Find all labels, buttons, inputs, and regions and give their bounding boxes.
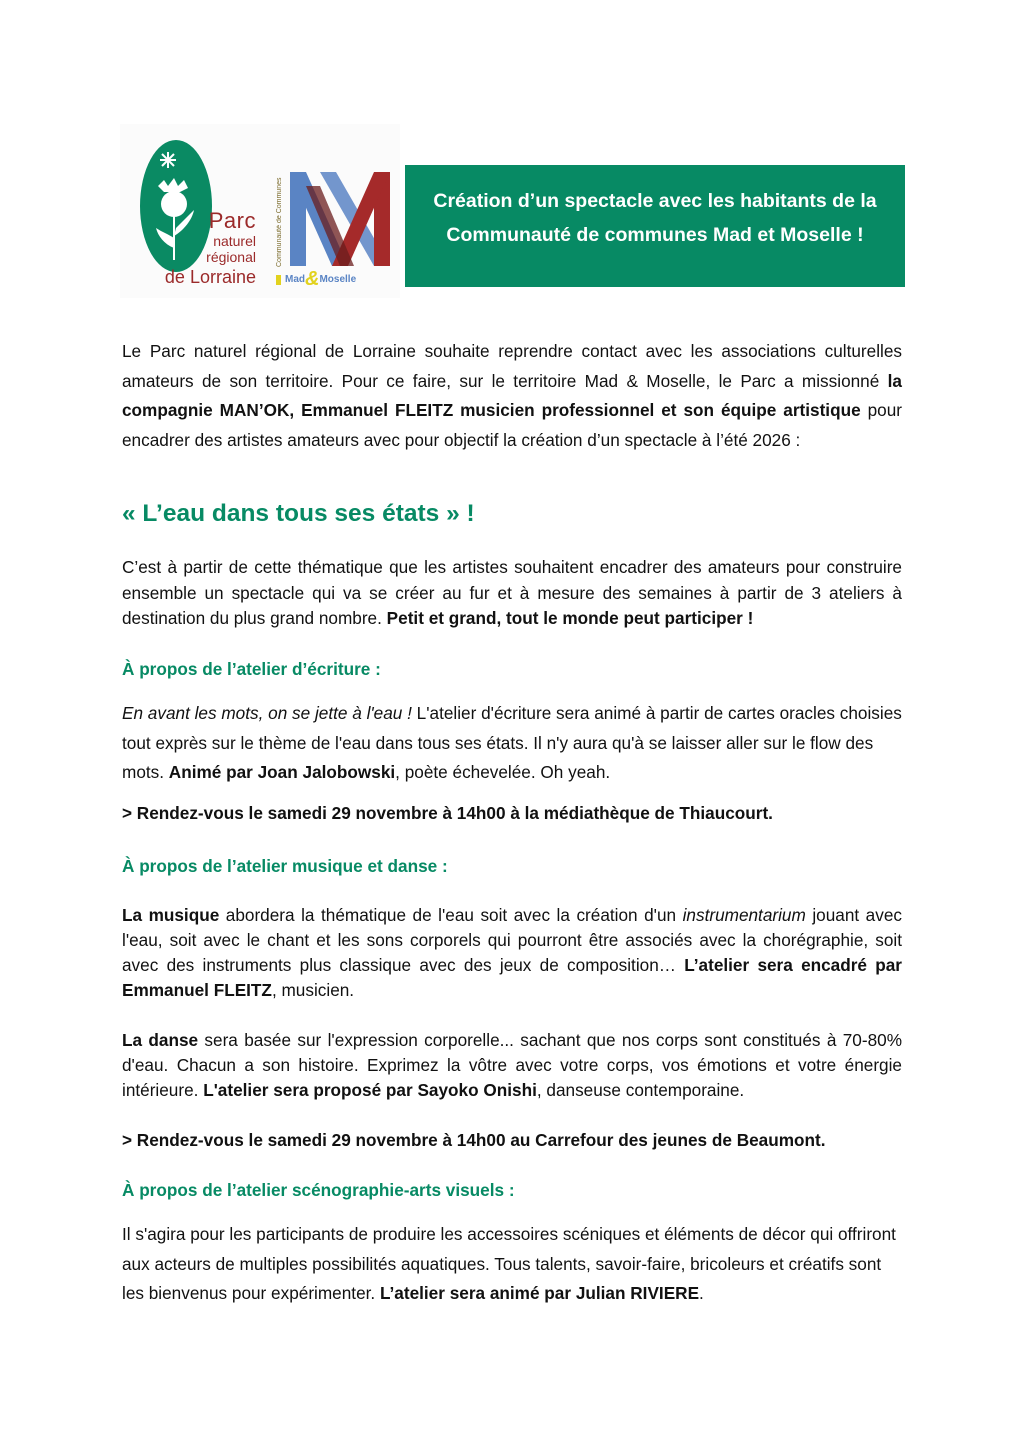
logos-area	[120, 124, 400, 298]
theme-title: « L’eau dans tous ses états » !	[122, 500, 475, 527]
rdv-musique-danse: > Rendez-vous le samedi 29 novembre à 14h00 au Carrefour des jeunes de Beaumont.	[122, 1130, 826, 1150]
theme-paragraph: C’est à partir de cette thématique que les artistes souhaitent encadrer des amateurs pour construire ensemble un spectacle qui va se créer au fur et à mesure des semaines à partir de 3 ateliers à destination du plus grand nombre. Petit et grand, tout le monde peut participer !	[122, 557, 902, 628]
yellow-bar-icon	[276, 275, 281, 285]
title-banner	[405, 165, 905, 287]
heading-atelier-musique-danse: À propos de l’atelier musique et danse :	[122, 856, 448, 876]
intro-paragraph: Le Parc naturel régional de Lorraine souhaite reprendre contact avec les associations culturelles amateurs de son territoire. Pour ce faire, sur le territoire Mad & Moselle, le Parc a missionné la compagnie MAN’OK, Emmanuel FLEITZ musicien professionnel et son équipe artistique pour encadrer des artistes amateurs avec pour objectif la création d’un spectacle à l’été 2026 :	[122, 341, 903, 450]
parc-naturel-lorraine-logo	[138, 138, 268, 290]
title-line-2: Communauté de communes Mad et Moselle !	[446, 224, 864, 246]
mm-vertical-text: Communauté de Communes	[276, 177, 283, 267]
scenographie-paragraph: Il s'agira pour les participants de produire les accessoires scéniques et éléments de décor qui offriront aux acteurs de multiples possibilités aquatiques. Tous talents, savoir-faire, bricoleurs et créatifs sont les bienvenus pour expérimenter. L’atelier sera animé par Julian RIVIERE.	[122, 1224, 896, 1303]
m-monogram-icon	[290, 172, 390, 266]
mm-wordmark: Mad&Moselle	[276, 268, 356, 291]
title-line-1: Création d’un spectacle avec les habitants de la	[433, 190, 877, 212]
heading-atelier-ecriture: À propos de l’atelier d’écriture :	[122, 659, 381, 679]
intro-bold: la compagnie MAN’OK, Emmanuel FLEITZ musicien professionnel et son équipe artistique	[122, 370, 902, 420]
ecriture-paragraph: En avant les mots, on se jette à l'eau ! L'atelier d'écriture sera animé à partir de cartes oracles choisies tout exprès sur le thème de l'eau dans tous ses états. Il n'y aura qu'à se laisser aller sur le flow des mots. Animé par Joan Jalobowski, poète échevelée. Oh yeah.	[122, 703, 902, 782]
danse-paragraph: La danse sera basée sur l'expression corporelle... sachant que nos corps sont constitués à 70-80% d'eau. Chacun a son histoire. Exprimez la vôtre avec votre corps, vos émotions et votre énergie intérieure. L'atelier sera proposé par Sayoko Onishi, danseuse contemporaine.	[122, 1030, 902, 1100]
musique-paragraph: La musique abordera la thématique de l'eau soit avec la création d'un instrumentarium jouant avec l'eau, soit avec le chant et les sons corporels qui pourront être associés avec la chorégraphie, soit avec des instruments plus classique avec des jeux de composition… L’atelier sera encadré par Emmanuel FLEITZ, musicien.	[122, 905, 902, 1000]
rdv-ecriture: > Rendez-vous le samedi 29 novembre à 14h00 à la médiathèque de Thiaucourt.	[122, 803, 773, 823]
heading-atelier-scenographie: À propos de l’atelier scénographie-arts visuels :	[122, 1180, 515, 1200]
pnr-wordmark: Parc naturel régional de Lorraine	[164, 208, 256, 287]
mad-moselle-logo	[276, 168, 394, 288]
